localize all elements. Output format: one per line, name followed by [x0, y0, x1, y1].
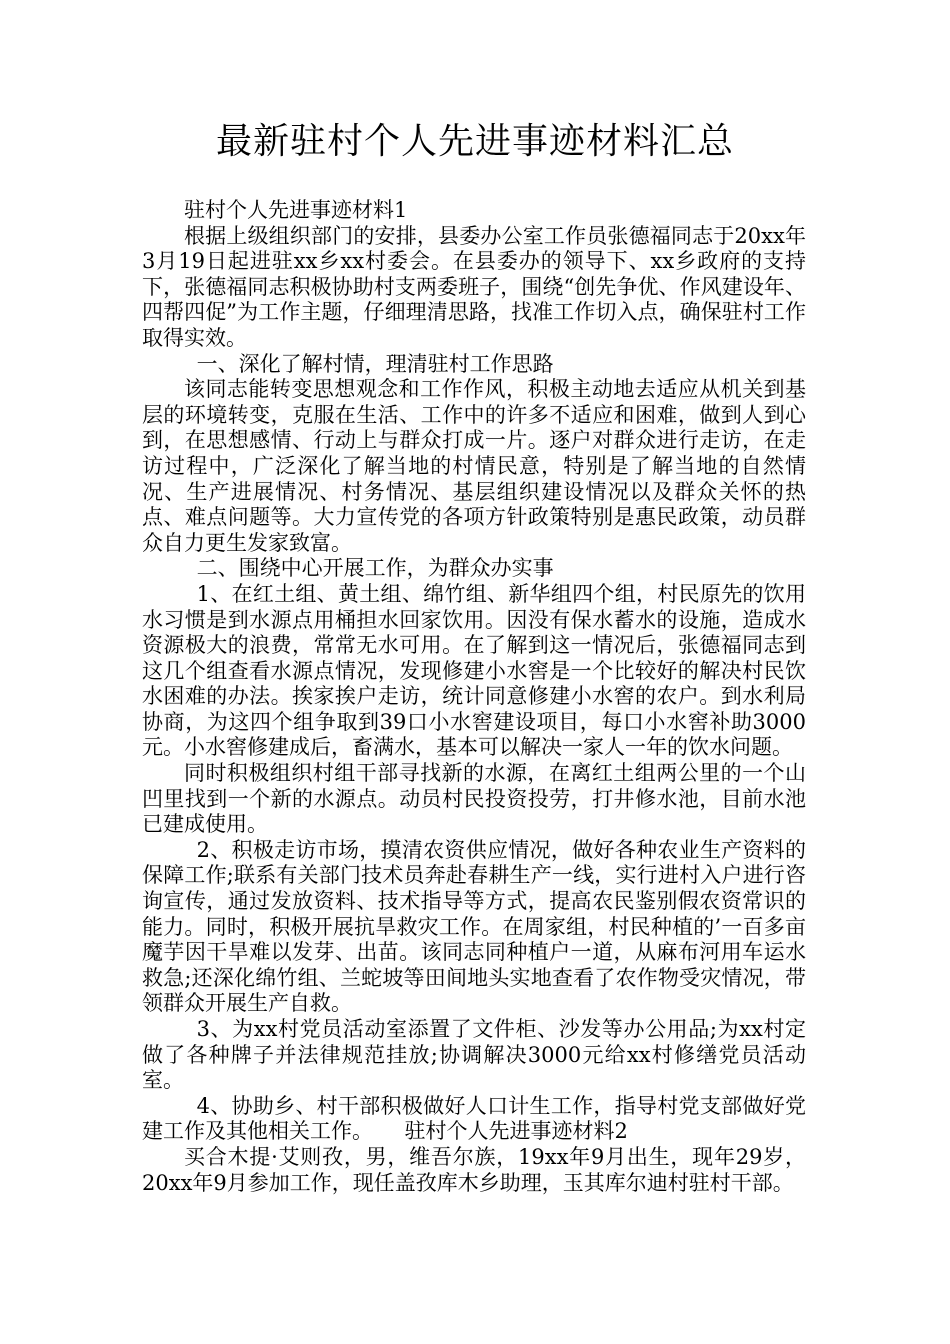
paragraph-village-visits: 该同志能转变思想观念和工作作风，积极主动地去适应从机关到基层的环境转变，克服在生活、工作中的许多不适应和困难，做到人到心到，在思想感情、行动上与群众打成一片。逐户对群众进行走访，在走访过程中，广泛深化了解当地的村情民意，特别是了解当地的自然情况、生产进展情况、村务情况、基层组织建设情况以及群众关怀的热点、难点问题等。大力宣传党的各项方针政策特别是惠民政策，动员群众自力更生发家致富。 — [142, 377, 806, 555]
document-body — [142, 198, 806, 1196]
section-heading-two: 二、围绕中心开展工作，为群众办实事 — [196, 556, 554, 581]
paragraph-intro: 根据上级组织部门的安排，县委办公室工作员张德福同志于20xx年3月19日起进驻xx乡xx村委会。在县委办的领导下、xx乡政府的支持下，张德福同志积极协助村支两委班子，围绕“创先争优、作风建设年、四帮四促”为工作主题，仔细理清思路，找准工作切入点，确保驻村工作取得实效。 — [142, 223, 806, 350]
document-title: 最新驻村个人先进事迹材料汇总 — [215, 121, 734, 162]
section-heading-material-1: 驻村个人先进事迹材料1 — [184, 198, 408, 222]
paragraph-item-3: 3、为xx村党员活动室添置了文件柜、沙发等办公用品;为xx村定做了各种牌子并法律规范挂放;协调解决3000元给xx村修缮党员活动室。 — [142, 1017, 806, 1093]
paragraph-item-4: 4、协助乡、村干部积极做好人口计生工作，指导村党支部做好党建工作及其他相关工作。 驻村个人先进事迹材料2 — [142, 1093, 806, 1144]
section-heading-one: 一、深化了解村情，理清驻村工作思路 — [196, 351, 554, 376]
paragraph-item-1: 1、在红土组、黄土组、绵竹组、新华组四个组，村民原先的饮用水习惯是到水源点用桶担水回家饮用。因没有保水蓄水的设施，造成水资源极大的浪费，常常无水可用。在了解到这一情况后，张德福同志到这几个组查看水源点情况，发现修建小水窖是一个比较好的解决村民饮水困难的办法。挨家挨户走访，统计同意修建小水窖的农户。到水利局协商，为这四个组争取到39口小水窖建设项目，每口小水窖补助3000元。小水窖修建成后，畜满水，基本可以解决一家人一年的饮水问题。 — [142, 581, 806, 760]
paragraph-item-2: 2、积极走访市场，摸清农资供应情况，做好各种农业生产资料的保障工作;联系有关部门技术员奔赴春耕生产一线，实行进村入户进行咨询宣传，通过发放资料、技术指导等方式，提高农民鉴别假农资常识的能力。同时，积极开展抗旱救灾工作。在周家组，村民种植的’一百多亩魔芋因干旱难以发芽、出苗。该同志同种植户一道，从麻布河用车运水救急;还深化绵竹组、兰蛇坡等田间地头实地查看了农作物受灾情况，带领群众开展生产自救。 — [142, 837, 806, 1016]
paragraph-new-water-source: 同时积极组织村组干部寻找新的水源，在离红土组两公里的一个山凹里找到一个新的水源点。动员村民投资投劳，打井修水池，目前水池已建成使用。 — [142, 761, 806, 837]
paragraph-material-2-intro: 买合木提·艾则孜，男，维吾尔族，19xx年9月出生，现年29岁，20xx年9月参加工作，现任盖孜库木乡助理，玉其库尔迪村驻村干部。 — [142, 1144, 806, 1195]
